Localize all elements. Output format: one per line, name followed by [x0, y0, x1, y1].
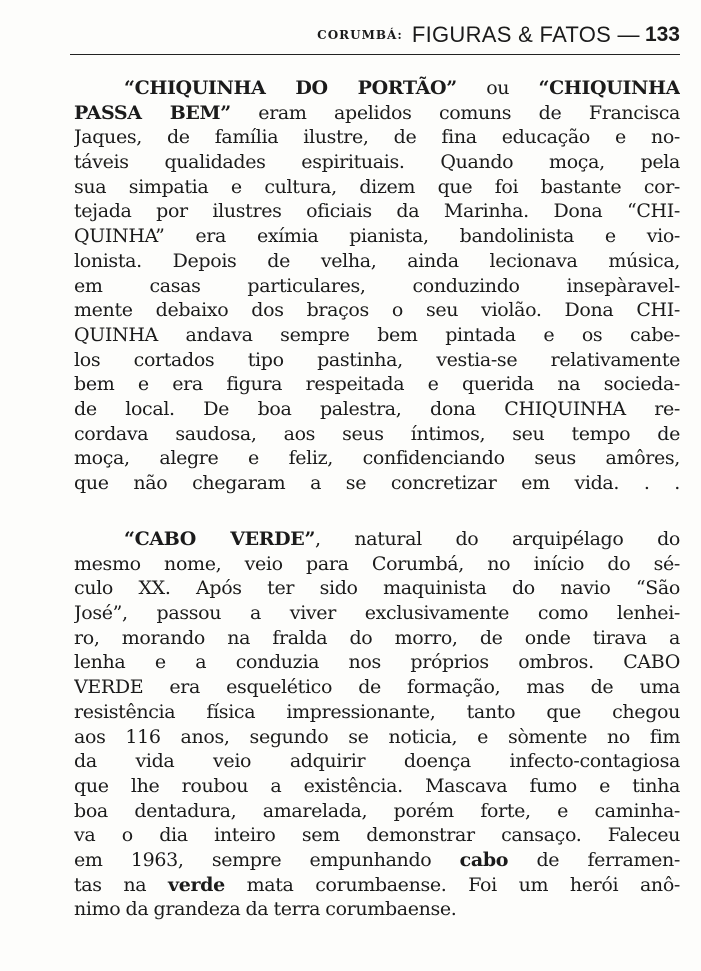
- text-line: “CABO VERDE”, natural do arquipélago do: [124, 528, 680, 550]
- text-line: Jaques, de família ilustre, de fina educação e no-: [74, 126, 680, 149]
- text-line: que não chegaram a se concretizar em vida. . .: [74, 472, 680, 494]
- text-line: va o dia inteiro sem demonstrar cansaço. Faleceu: [74, 824, 680, 847]
- header-title: FIGURAS & FATOS —: [411, 22, 640, 47]
- text-line: moça, alegre e feliz, confidenciando seus amôres,: [74, 447, 680, 470]
- text-line: lonista. Depois de velha, ainda lecionava música,: [74, 249, 680, 272]
- text-line: aos 116 anos, segundo se noticia, e sòmente no fim: [74, 725, 680, 748]
- text-line: em 1963, sempre empunhando cabo de ferramen-: [74, 848, 680, 871]
- text-line: PASSA BEM” eram apelidos comuns de Francisca: [74, 101, 680, 124]
- text-line: nimo da grandeza da terra corumbaense.: [74, 898, 457, 921]
- text-line: cordava saudosa, aos seus íntimos, seu tempo de: [74, 422, 680, 445]
- text-line: da vida veio adquirir doença infecto-contagiosa: [74, 750, 680, 773]
- text-line: que lhe roubou a existência. Mascava fumo e tinha: [74, 774, 680, 797]
- running-header: [70, 22, 680, 56]
- text-line: QUINHA andava sempre bem pintada e os cabe-: [74, 323, 680, 346]
- text-line: culo XX. Após ter sido maquinista do navio “São: [74, 577, 680, 600]
- text-line: “CHIQUINHA DO PORTÃO” ou “CHIQUINHA: [124, 77, 680, 99]
- text-line: bem e era figura respeitada e querida na socieda-: [74, 373, 680, 396]
- text-line: mente debaixo dos braços o seu violão. Dona CHI-: [74, 299, 680, 322]
- text-line: tas na verde mata corumbaense. Foi um herói anô-: [74, 873, 680, 896]
- text-line: QUINHA” era exímia pianista, bandolinista e vio-: [74, 225, 680, 248]
- header-book-short: CORUMBÁ:: [317, 28, 403, 42]
- text-line: táveis qualidades espirituais. Quando moça, pela: [74, 151, 680, 174]
- text-line: de local. De boa palestra, dona CHIQUINHA re-: [74, 397, 680, 420]
- text-line: mesmo nome, veio para Corumbá, no início do sé-: [74, 552, 680, 575]
- text-line: resistência física impressionante, tanto que chegou: [74, 700, 680, 723]
- text-line: lenha e a conduzia nos próprios ombros. CABO: [74, 651, 680, 674]
- text-line: ro, morando na fralda do morro, de onde tirava a: [74, 626, 680, 649]
- text-line: los cortados tipo pastinha, vestia-se relativamente: [74, 348, 680, 371]
- text-line: boa dentadura, amarelada, porém forte, e caminha-: [74, 799, 680, 822]
- page-number: 133: [644, 23, 680, 46]
- text-line: sua simpatia e cultura, dizem que foi bastante cor-: [74, 175, 680, 198]
- paragraph-cabo-verde: [74, 527, 680, 922]
- text-line: em casas particulares, conduzindo insepàravel-: [74, 274, 680, 297]
- header-rule: [70, 54, 680, 55]
- text-line: José”, passou a viver exclusivamente como lenhei-: [74, 602, 680, 625]
- text-line: tejada por ilustres oficiais da Marinha. Dona “CHI-: [74, 200, 680, 223]
- paragraph-chiquinha: [74, 76, 680, 496]
- text-line: VERDE era esquelético de formação, mas de uma: [74, 676, 680, 699]
